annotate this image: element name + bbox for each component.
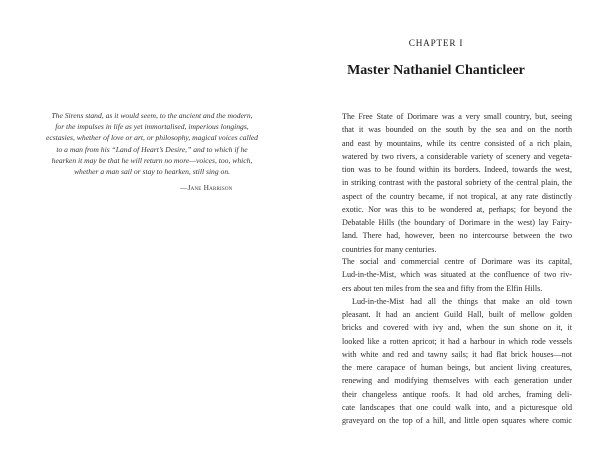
text-line: countries for many centuries. — [342, 244, 437, 254]
epigraph-line: hearken it may be that he will return no more—voices, too, which, — [51, 155, 253, 165]
text-line: aspect of the country became, if not tropical, at any rate distinctly — [342, 191, 572, 201]
epigraph-line: The Sirens stand, as it would seem, to the ancient and the modern, — [51, 111, 253, 120]
text-line: land. There had, however, been no intercourse between the two — [342, 231, 572, 241]
text-line: Lud-in-the-Mist had all the things that make an old town — [352, 296, 572, 306]
text-line: with white and red and tawny sails; it had flat brick houses—not — [342, 349, 572, 359]
text-line: ers about ten miles from the sea and fifty from the Elfin Hills. — [342, 283, 543, 293]
text-line: looked like a rotten apricot; it had a harbour in which rode vessels — [342, 336, 572, 346]
text-line: graveyard on the top of a hill, and little open squares where comic — [342, 416, 572, 425]
chapter-label: CHAPTER I — [408, 38, 464, 48]
text-line: and east by mountains, while its centre consisted of a rich plain, — [342, 138, 572, 148]
text-line: that it was bounded on the south by the sea and on the north — [342, 125, 572, 135]
text-line: cate landscapes that one could walk into, and a picturesque old — [342, 402, 572, 412]
text-line: The social and commercial centre of Dorimare was its capital, — [342, 257, 572, 266]
epigraph-line: whether a man sail or stay to hearken, still sing on. — [73, 167, 231, 177]
right-page — [300, 0, 600, 461]
text-line: exotic. Nor was this to be wondered at, perhaps; for beyond the — [342, 204, 572, 214]
text-line: Lud-in-the-Mist, which was situated at the confluence of two riv- — [342, 270, 572, 280]
text-line: pleasant. It had an ancient Guild Hall, built of mellow golden — [342, 310, 572, 319]
text-line: in striking contrast with the pastoral sobriety of the central plain, the — [342, 178, 572, 188]
text-line: tion was to be found within its borders. Indeed, towards the west, — [342, 165, 572, 174]
paragraph-2 — [342, 255, 572, 427]
epigraph — [26, 110, 278, 177]
text-line: watered by two rivers, a considerable variety of scenery and vegeta- — [342, 151, 572, 161]
text-line: renewing and modifying themselves with each generation under — [342, 376, 572, 386]
epigraph-line: for the impulses in life as yet immortalised, imperious longings, — [55, 122, 249, 132]
epigraph-line: ecstasies, whether of love or art, or philosophy, magical voices called — [46, 133, 258, 143]
epigraph-attribution: —Jane Harrison — [180, 183, 233, 192]
text-line: their changeless antique roofs. It had old arches, framing deli- — [342, 389, 572, 399]
chapter-title: Master Nathaniel Chanticleer — [347, 63, 525, 78]
text-line: the mere carapace of human beings, but ancient living creatures, — [342, 363, 572, 372]
text-line: bricks and covered with ivy and, when the sun shone on it, it — [342, 323, 572, 333]
paragraph-1 — [342, 110, 572, 256]
text-line: The Free State of Dorimare was a very small country, but, seeing — [342, 112, 572, 121]
epigraph-line: to a man from his “Land of Heart’s Desire,” and to which if he — [56, 144, 248, 154]
text-line: Debatable Hills (the boundary of Dorimare in the west) lay Fairy- — [342, 218, 572, 227]
